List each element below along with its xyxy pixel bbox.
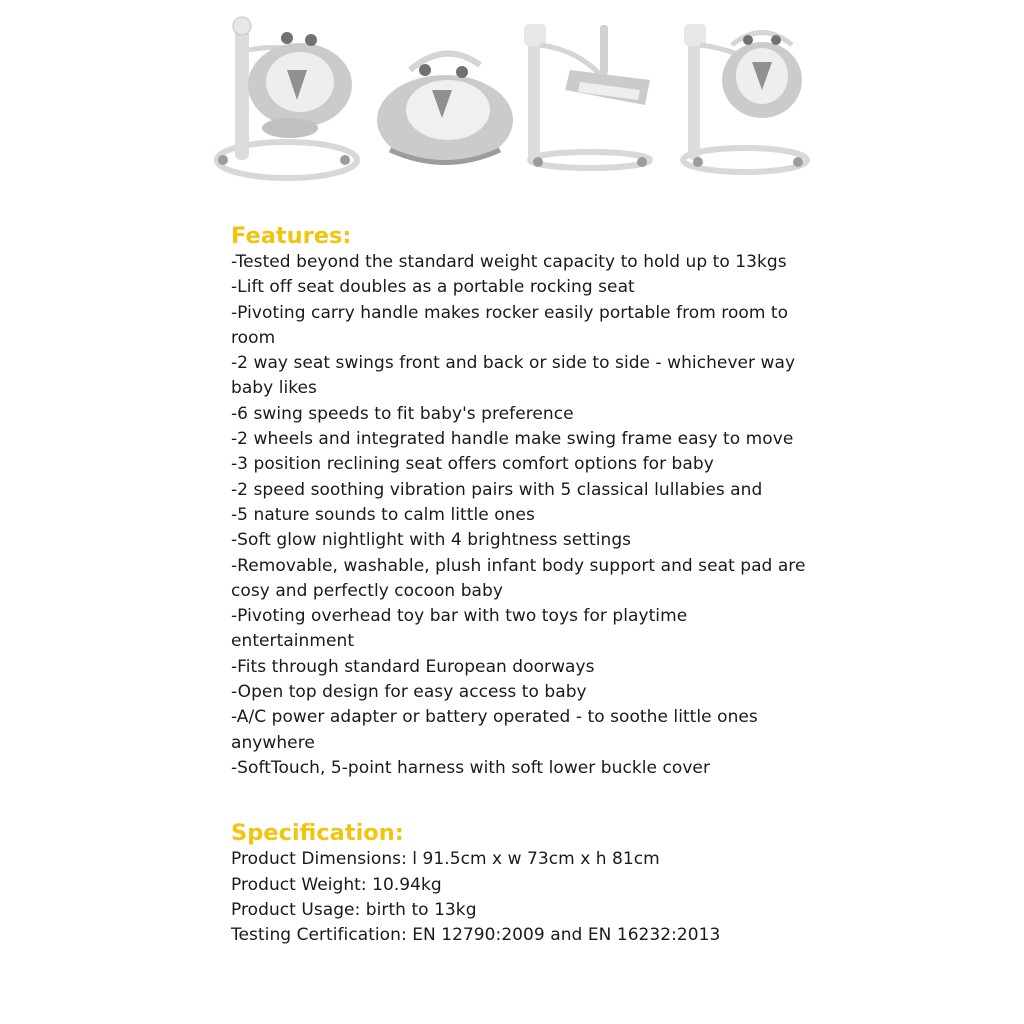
feature-item: -Lift off seat doubles as a portable rocking seat: [231, 277, 635, 298]
feature-item: -Tested beyond the standard weight capacity to hold up to 13kgs: [231, 252, 787, 272]
feature-item: -Removable, washable, plush infant body support and seat pad are cosy and perfectly cocoon baby: [231, 555, 806, 601]
specification-heading: Specification:: [231, 820, 404, 847]
product-image-swing-side-reclined: [510, 10, 660, 185]
feature-item: -Soft glow nightlight with 4 brightness settings: [231, 530, 632, 551]
feature-item: -Open top design for easy access to baby: [231, 682, 587, 703]
spec-certification: Testing Certification: EN 12790:2009 and EN 16232:2013: [231, 925, 721, 946]
feature-item: -A/C power adapter or battery operated - to soothe little ones anywhere: [231, 707, 758, 753]
product-image-swing-front-angle: [205, 10, 365, 185]
feature-item: -2 way seat swings front and back or side to side - whichever way baby likes: [231, 353, 796, 399]
feature-item: -2 speed soothing vibration pairs with 5 classical lullabies and: [231, 479, 763, 500]
product-image-swing-front: [670, 10, 815, 185]
product-description: [231, 222, 811, 948]
feature-item: -SoftTouch, 5-point harness with soft lower buckle cover: [231, 757, 710, 778]
specification-section: [231, 819, 811, 948]
product-image-strip: [205, 10, 815, 185]
feature-item: -Pivoting carry handle makes rocker easily portable from room to room: [231, 302, 789, 348]
feature-item: -5 nature sounds to calm little ones: [231, 504, 535, 525]
spec-weight: Product Weight: 10.94kg: [231, 874, 442, 895]
spec-usage: Product Usage: birth to 13kg: [231, 899, 477, 920]
feature-item: -Fits through standard European doorways: [231, 656, 595, 677]
feature-item: -Pivoting overhead toy bar with two toys for playtime entertainment: [231, 606, 688, 652]
product-image-detached-rocker-seat: [370, 10, 520, 185]
feature-item: -2 wheels and integrated handle make swing frame easy to move: [231, 429, 794, 450]
feature-item: -3 position reclining seat offers comfort options for baby: [231, 454, 714, 475]
features-heading: Features:: [231, 223, 352, 249]
feature-item: -6 swing speeds to fit baby's preference: [231, 403, 574, 424]
spec-dimensions: Product Dimensions: l 91.5cm x w 73cm x h 81cm: [231, 849, 660, 870]
features-section: [231, 222, 811, 781]
features-list: [231, 250, 811, 781]
